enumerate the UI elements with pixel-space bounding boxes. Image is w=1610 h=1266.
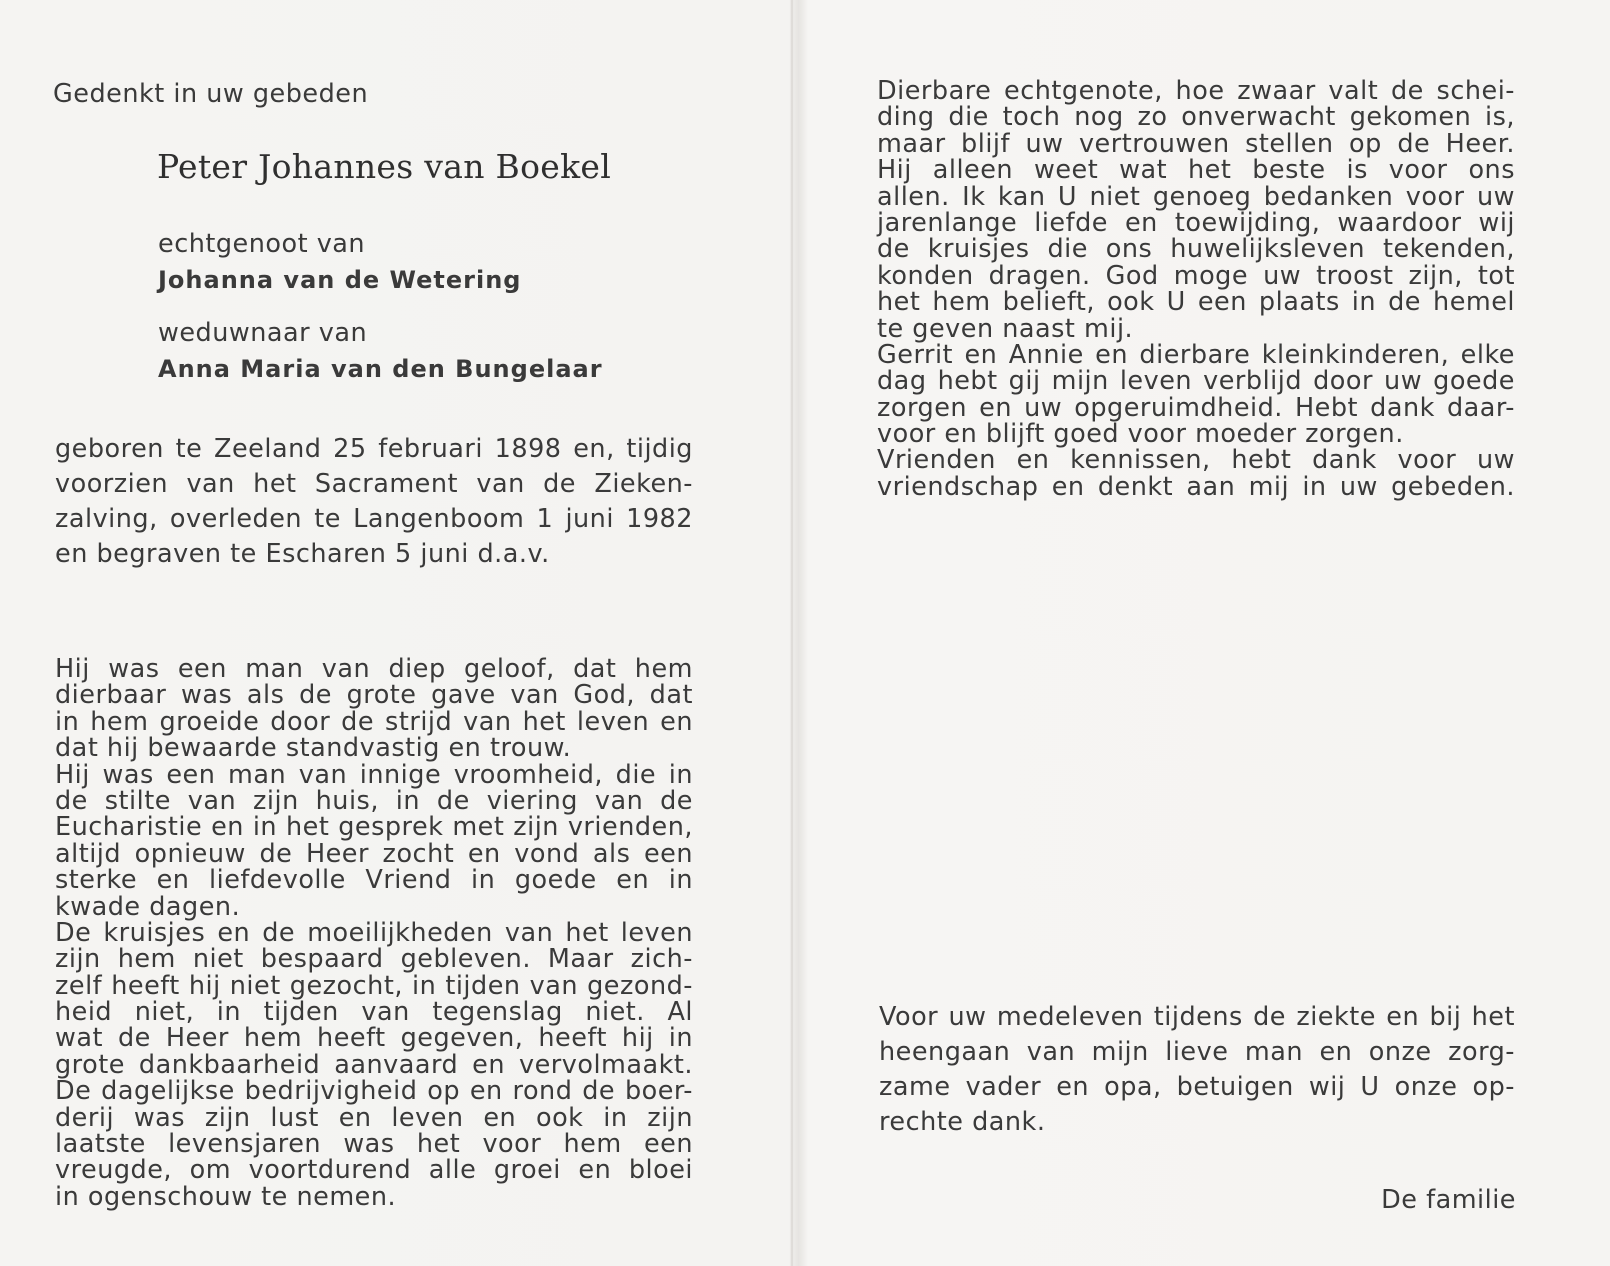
widower-label: weduwnaar van (158, 318, 368, 348)
message-line: voor en blijft goed voor moeder zorgen. (877, 419, 1404, 450)
thanks-line: rechte dank. (879, 1107, 1046, 1137)
signature: De familie (1381, 1185, 1516, 1215)
thanks-line: zame vader en opa, betuigen wij U onze op- (879, 1072, 1515, 1102)
message-line: Gerrit en Annie en dierbare kleinkinderen, elke (877, 339, 1515, 370)
bio-line: zalving, overleden te Langenboom 1 juni 1982 (55, 504, 693, 534)
message-line: maar blijf uw vertrouwen stellen op de Heer. (877, 128, 1515, 159)
message-line: Dierbare echtgenote, hoe zwaar valt de schei- (877, 76, 1515, 106)
message-line: te geven naast mij. (877, 313, 1134, 344)
message-line: dag hebt gij mijn leven verblijd door uw goede (877, 366, 1515, 397)
message-line: jarenlange liefde en toewijding, waardoor wij (877, 207, 1515, 238)
tribute-line: dierbaar was als de grote gave van God, dat (55, 680, 693, 711)
tribute-line: derij was zijn lust en leven en ook in zijn (55, 1102, 693, 1133)
bio-line: voorzien van het Sacrament van de Zieken- (55, 469, 693, 499)
tribute-line: zijn hem niet bespaard gebleven. Maar zich- (55, 944, 693, 975)
farewell-message (877, 78, 1515, 500)
tribute-paragraph (55, 656, 693, 1210)
spouse-label: echtgenoot van (158, 229, 366, 259)
tribute-line: Eucharistie en in het gesprek met zijn vrienden, (55, 812, 693, 843)
widower-name: Anna Maria van den Bungelaar (158, 355, 603, 383)
deceased-name: Peter Johannes van Boekel (157, 147, 612, 186)
tribute-line: in ogenschouw te nemen. (55, 1181, 397, 1212)
tribute-line: Hij was een man van innige vroomheid, die in (55, 759, 693, 790)
message-line: zorgen en uw opgeruimdheid. Hebt dank daar- (877, 392, 1515, 423)
bio-paragraph (55, 432, 693, 572)
tribute-line: Hij was een man van diep geloof, dat hem (55, 654, 693, 684)
tribute-line: heid niet, in tijden van tegenslag niet. Al (55, 997, 693, 1028)
message-line: de kruisjes die ons huwelijksleven tekenden, (877, 234, 1515, 265)
spouse-name: Johanna van de Wetering (158, 266, 522, 294)
message-line: ding die toch nog zo onverwacht gekomen is, (877, 102, 1515, 133)
left-panel (0, 0, 790, 1266)
message-line: Vrienden en kennissen, hebt dank voor uw (877, 445, 1515, 476)
bio-line: en begraven te Escharen 5 juni d.a.v. (55, 539, 550, 569)
tribute-line: kwade dagen. (55, 891, 241, 922)
thanks-line: heengaan van mijn lieve man en onze zorg- (879, 1037, 1515, 1067)
tribute-line: De dagelijkse bedrijvigheid op en rond de boer- (55, 1076, 693, 1107)
tribute-line: sterke en liefdevolle Vriend in goede en in (55, 865, 693, 896)
tribute-line: grote dankbaarheid aanvaard en vervolmaakt. (55, 1049, 693, 1080)
thanks-line: Voor uw medeleven tijdens de ziekte en bij het (879, 1002, 1515, 1032)
tribute-line: De kruisjes en de moeilijkheden van het leven (55, 917, 693, 948)
message-line: vriendschap en denkt aan mij in uw gebeden. (877, 471, 1515, 502)
tribute-line: altijd opnieuw de Heer zocht en vond als een (55, 838, 693, 869)
tribute-line: laatste levensjaren was het voor hem een (55, 1129, 693, 1160)
intro-text: Gedenkt in uw gebeden (53, 79, 369, 109)
message-line: allen. Ik kan U niet genoeg bedanken voor uw (877, 181, 1515, 212)
message-line: konden dragen. God moge uw troost zijn, tot (877, 260, 1515, 291)
tribute-line: zelf heeft hij niet gezocht, in tijden van gezond- (55, 970, 693, 1001)
tribute-line: dat hij bewaarde standvastig en trouw. (55, 733, 572, 764)
tribute-line: in hem groeide door de strijd van het leven en (55, 706, 693, 737)
bio-line: geboren te Zeeland 25 februari 1898 en, tijdig (55, 434, 693, 464)
tribute-line: vreugde, om voortdurend alle groei en bloei (55, 1155, 693, 1186)
message-line: Hij alleen weet wat het beste is voor ons (877, 155, 1515, 186)
tribute-line: wat de Heer hem heeft gegeven, heeft hij in (55, 1023, 693, 1054)
thanks-paragraph (879, 1000, 1515, 1140)
message-line: het hem belieft, ook U een plaats in de hemel (877, 287, 1515, 318)
tribute-line: de stilte van zijn huis, in de viering van de (55, 785, 693, 816)
right-panel (794, 0, 1610, 1266)
